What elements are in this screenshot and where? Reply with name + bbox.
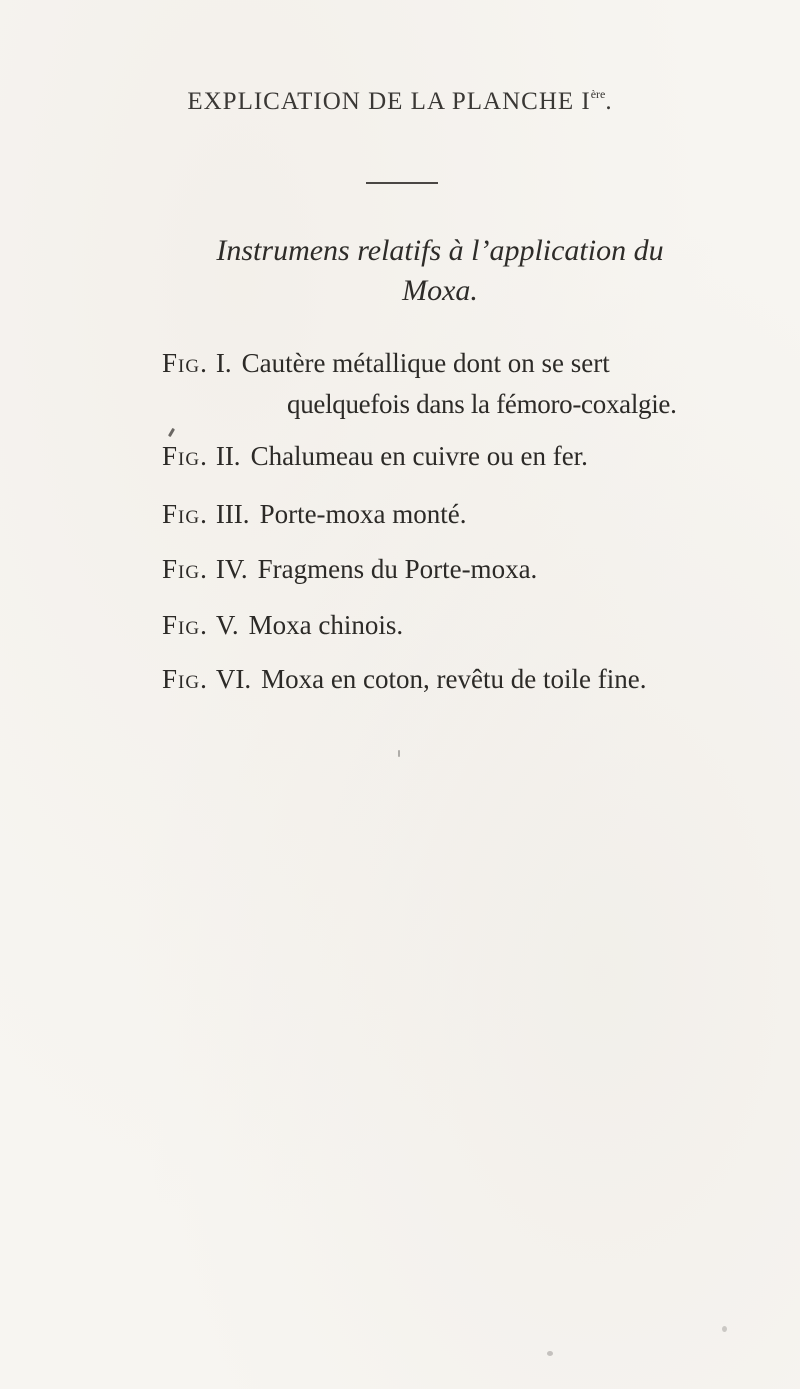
paper-blemish [398, 750, 400, 757]
figure-label: Fig. [162, 664, 208, 694]
title-superscript: ère [590, 87, 606, 101]
subtitle-line-2: Moxa. [402, 274, 478, 307]
figure-label: Fig. [162, 554, 208, 584]
figure-entry-1 [162, 345, 610, 381]
figure-description: Porte-moxa monté. [259, 499, 467, 529]
figure-description: Cautère métallique dont on se sert [241, 348, 610, 378]
figure-number: VI. [215, 664, 252, 694]
title-divider [366, 182, 438, 184]
figure-entry-1-continuation: quelquefois dans la fémoro-coxalgie. [287, 389, 677, 419]
figure-label: Fig. [162, 499, 208, 529]
figure-number: I. [215, 348, 232, 378]
figure-entry-2 [162, 438, 588, 474]
figure-entry-5 [162, 607, 403, 643]
figure-description: Moxa en coton, revêtu de toile fine. [261, 664, 647, 694]
figure-number: IV. [215, 554, 248, 584]
figure-label: Fig. [162, 441, 208, 471]
title-period: . [605, 88, 613, 115]
figure-number: III. [215, 499, 250, 529]
page-title [0, 87, 800, 116]
paper-blemish [547, 1351, 553, 1356]
figure-description: Moxa chinois. [248, 610, 404, 640]
figure-entry-6 [162, 661, 646, 697]
figure-number: II. [215, 441, 241, 471]
figure-number: V. [215, 610, 239, 640]
subtitle-line-1: Instrumens relatifs à l’application du [216, 234, 664, 267]
figure-entry-3 [162, 496, 467, 532]
figure-label: Fig. [162, 348, 208, 378]
figure-entry-4 [162, 551, 537, 587]
paper-blemish [168, 428, 175, 437]
figure-description: Chalumeau en cuivre ou en fer. [250, 441, 588, 471]
figure-label: Fig. [162, 610, 208, 640]
title-text: EXPLICATION DE LA PLANCHE I [187, 88, 591, 115]
figure-description: Fragmens du Porte-moxa. [257, 554, 538, 584]
paper-blemish [722, 1326, 727, 1332]
